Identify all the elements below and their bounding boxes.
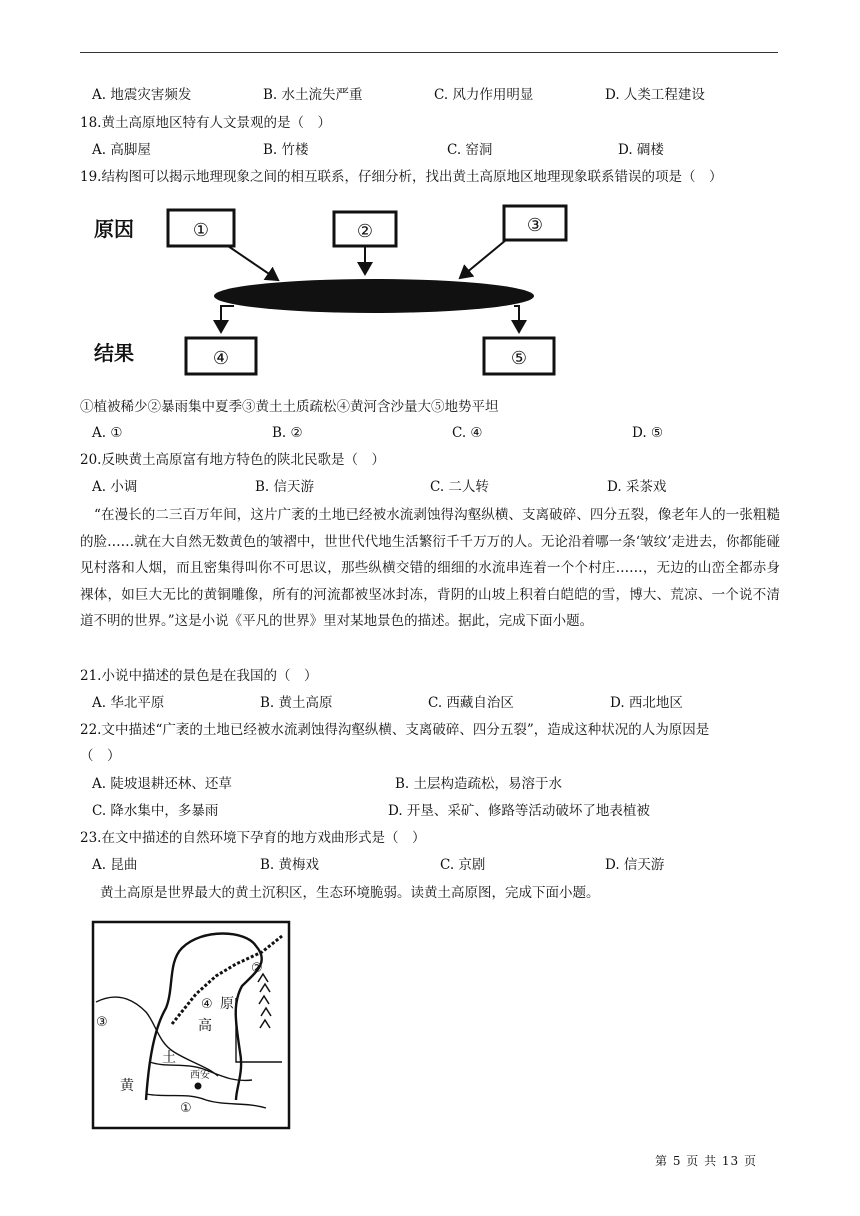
q20-option-a: A. 小调 (92, 479, 138, 495)
q19-option-c: C. ④ (452, 425, 483, 441)
central-ellipse (214, 279, 534, 313)
q19-option-d: D. ⑤ (632, 425, 664, 441)
q21-option-a: A. 华北平原 (92, 695, 165, 711)
q19-options (80, 422, 780, 444)
box-3-label: ③ (526, 215, 544, 236)
passage: “在漫长的二三百万年间，这片广袤的土地已经被水流剥蚀得沟壑纵横、支离破碎、四分五裂，像老年人的一张粗糙的脸……就在大自然无数黄色的皱褶中，世世代代地生活繁衍千千万万的人。无论沿着哪一条‘皱纹’走进去，你都能碰见村落和人烟，而且密集得叫你不可思议，那些纵横交错的细细的水流串连着一个个村庄……，无边的山峦全都赤身裸体，如巨大无比的黄铜雕像，所有的河流都被坚冰封冻，背阴的山坡上积着白皑皑的雪，博大、荒凉、一个说不清道不明的世界。”这是小说《平凡的世界》里对某地景色的描述。据此，完成下面小题。 (80, 507, 780, 630)
q19-legend: ①植被稀少②暴雨集中夏季③黄土土质疏松④黄河含沙量大⑤地势平坦 (80, 399, 499, 415)
q22-options-row1 (80, 773, 780, 795)
q17-option-c: C. 风力作用明显 (434, 87, 534, 103)
q23-option-c: C. 京剧 (440, 857, 486, 873)
q23-options (80, 854, 780, 876)
result-label: 结果 (94, 341, 134, 365)
q20-stem: 20.反映黄土高原富有地方特色的陕北民歌是（ ） (80, 452, 385, 468)
q22-stem-cont: （ ） (80, 748, 121, 764)
q22-option-b: B. 土层构造疏松，易溶于水 (395, 776, 563, 792)
q22-stem: 22.文中描述“广袤的土地已经被水流剥蚀得沟壑纵横、支离破碎、四分五裂”，造成这种状况的人为原因是 (80, 722, 710, 738)
cause-effect-diagram (88, 196, 568, 392)
q22-option-c: C. 降水集中，多暴雨 (92, 803, 219, 819)
q20-option-d: D. 采茶戏 (607, 479, 667, 495)
q18-option-c: C. 窑洞 (447, 142, 493, 158)
q23-stem: 23.在文中描述的自然环境下孕育的地方戏曲形式是（ ） (80, 830, 426, 846)
map-label-huang: 黄 (120, 1078, 134, 1094)
q17-options (80, 84, 780, 106)
box-2-label: ② (356, 221, 374, 242)
page-footer: 第 5 页 共 13 页 (655, 1154, 757, 1168)
map-label-1: ① (180, 1101, 192, 1116)
map-label-2: ② (251, 961, 263, 976)
q18-options (80, 139, 780, 161)
q22-options-row2 (80, 800, 780, 822)
header-rule (80, 52, 778, 53)
loess-plateau-map (86, 912, 296, 1144)
q23-option-b: B. 黄梅戏 (260, 857, 320, 873)
q18-stem: 18.黄土高原地区特有人文景观的是（ ） (80, 115, 331, 131)
map-label-yuan: 原 (220, 996, 234, 1012)
q21-option-c: C. 西藏自治区 (428, 695, 514, 711)
q23-option-d: D. 信天游 (605, 857, 665, 873)
q23-option-a: A. 昆曲 (92, 857, 138, 873)
map-intro: 黄土高原是世界最大的黄土沉积区，生态环境脆弱。读黄土高原图，完成下面小题。 (100, 885, 600, 901)
q21-option-b: B. 黄土高原 (260, 695, 333, 711)
q20-options (80, 476, 780, 498)
q21-options (80, 692, 780, 714)
box-4-label: ④ (212, 348, 230, 369)
map-label-3: ③ (96, 1015, 108, 1030)
q19-option-b: B. ② (272, 425, 303, 441)
map-label-xian: 西安 (190, 1070, 210, 1081)
q21-stem: 21.小说中描述的景色是在我国的（ ） (80, 668, 318, 684)
q17-option-a: A. 地震灾害频发 (92, 87, 192, 103)
q20-option-c: C. 二人转 (430, 479, 489, 495)
box-1-label: ① (192, 220, 210, 241)
q21-option-d: D. 西北地区 (610, 695, 683, 711)
q17-option-b: B. 水土流失严重 (263, 87, 363, 103)
q18-option-a: A. 高脚屋 (92, 142, 151, 158)
cause-label: 原因 (94, 217, 134, 241)
q19-stem: 19.结构图可以揭示地理现象之间的相互联系，仔细分析，找出黄土高原地区地理现象联系错误的项是（ ） (80, 169, 723, 185)
map-label-gao: 高 (198, 1018, 212, 1034)
box-5-label: ⑤ (510, 348, 528, 369)
q17-option-d: D. 人类工程建设 (605, 87, 705, 103)
q22-option-a: A. 陡坡退耕还林、还草 (92, 776, 232, 792)
map-label-4: ④ (201, 997, 213, 1012)
q18-option-d: D. 碉楼 (618, 142, 664, 158)
q18-option-b: B. 竹楼 (263, 142, 309, 158)
q20-option-b: B. 信天游 (255, 479, 315, 495)
xian-city-marker (195, 1083, 202, 1090)
map-label-tu: 土 (162, 1050, 176, 1066)
q19-option-a: A. ① (92, 425, 123, 441)
q22-option-d: D. 开垦、采矿、修路等活动破坏了地表植被 (388, 803, 650, 819)
